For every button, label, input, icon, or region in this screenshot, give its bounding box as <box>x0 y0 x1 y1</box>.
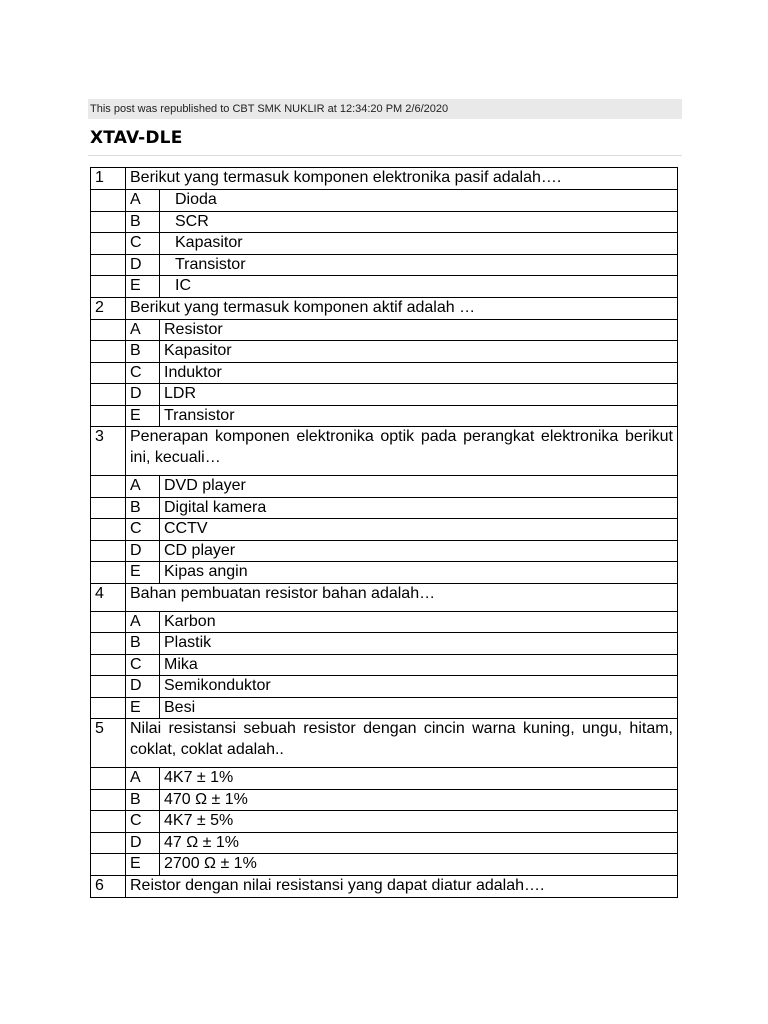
option-text: Karbon <box>160 611 678 633</box>
option-text: 4K7 ± 5% <box>160 811 678 833</box>
option-text: Semikonduktor <box>160 676 678 698</box>
option-letter: D <box>126 676 160 698</box>
option-letter: A <box>126 319 160 341</box>
question-row <box>91 297 678 319</box>
option-letter: A <box>126 768 160 790</box>
option-row <box>91 497 678 519</box>
question-row <box>91 875 678 897</box>
option-row <box>91 276 678 298</box>
option-text: Induktor <box>160 362 678 384</box>
option-letter: B <box>126 211 160 233</box>
option-row <box>91 832 678 854</box>
option-row <box>91 190 678 212</box>
option-row <box>91 789 678 811</box>
option-row <box>91 633 678 655</box>
question-number: 2 <box>91 297 126 319</box>
option-row <box>91 768 678 790</box>
option-row <box>91 811 678 833</box>
question-number: 5 <box>91 719 126 768</box>
question-row <box>91 719 678 768</box>
question-text: Berikut yang termasuk komponen aktif adalah … <box>126 297 678 319</box>
option-row <box>91 676 678 698</box>
title-divider <box>88 155 682 156</box>
option-row <box>91 254 678 276</box>
option-row <box>91 611 678 633</box>
option-text: Kipas angin <box>160 562 678 584</box>
option-row <box>91 405 678 427</box>
option-text: 470 Ω ± 1% <box>160 789 678 811</box>
option-row <box>91 540 678 562</box>
option-text: CCTV <box>160 519 678 541</box>
option-letter: D <box>126 540 160 562</box>
option-text: 2700 Ω ± 1% <box>160 854 678 876</box>
option-row <box>91 362 678 384</box>
option-row <box>91 319 678 341</box>
question-row <box>91 427 678 476</box>
option-text: CD player <box>160 540 678 562</box>
option-letter: E <box>126 562 160 584</box>
page-title: XTAV-DLE <box>90 128 183 148</box>
option-letter: D <box>126 832 160 854</box>
republish-banner: This post was republished to CBT SMK NUKLIR at 12:34:20 PM 2/6/2020 <box>88 99 682 119</box>
option-text: DVD player <box>160 476 678 498</box>
quiz-table <box>90 167 678 898</box>
question-text: Penerapan komponen elektronika optik pada perangkat elektronika berikut ini, kecuali… <box>126 427 678 476</box>
option-text: Kapasitor <box>160 341 678 363</box>
option-text: Transistor <box>160 254 678 276</box>
option-letter: B <box>126 341 160 363</box>
option-letter: D <box>126 254 160 276</box>
question-text: Nilai resistansi sebuah resistor dengan cincin warna kuning, ungu, hitam, coklat, coklat adalah.. <box>126 719 678 768</box>
option-row <box>91 519 678 541</box>
option-letter: E <box>126 854 160 876</box>
option-text: Resistor <box>160 319 678 341</box>
option-text: Dioda <box>160 190 678 212</box>
option-letter: D <box>126 384 160 406</box>
question-number: 4 <box>91 583 126 611</box>
option-text: 47 Ω ± 1% <box>160 832 678 854</box>
option-text: 4K7 ± 1% <box>160 768 678 790</box>
option-row <box>91 384 678 406</box>
option-text: LDR <box>160 384 678 406</box>
option-text: Transistor <box>160 405 678 427</box>
option-letter: A <box>126 476 160 498</box>
option-letter: B <box>126 789 160 811</box>
option-letter: C <box>126 519 160 541</box>
option-letter: A <box>126 611 160 633</box>
option-row <box>91 654 678 676</box>
question-text: Reistor dengan nilai resistansi yang dapat diatur adalah…. <box>126 875 678 897</box>
option-row <box>91 476 678 498</box>
option-letter: C <box>126 362 160 384</box>
option-row <box>91 854 678 876</box>
option-letter: C <box>126 654 160 676</box>
question-text: Bahan pembuatan resistor bahan adalah… <box>126 583 678 611</box>
option-text: Besi <box>160 697 678 719</box>
option-row <box>91 341 678 363</box>
option-letter: C <box>126 811 160 833</box>
option-row <box>91 697 678 719</box>
question-number: 1 <box>91 168 126 190</box>
option-text: SCR <box>160 211 678 233</box>
option-text: Digital kamera <box>160 497 678 519</box>
option-text: Plastik <box>160 633 678 655</box>
option-text: IC <box>160 276 678 298</box>
option-text: Kapasitor <box>160 233 678 255</box>
option-letter: B <box>126 497 160 519</box>
question-number: 3 <box>91 427 126 476</box>
option-letter: C <box>126 233 160 255</box>
option-letter: A <box>126 190 160 212</box>
question-row <box>91 168 678 190</box>
question-number: 6 <box>91 875 126 897</box>
question-row <box>91 583 678 611</box>
option-row <box>91 562 678 584</box>
option-letter: B <box>126 633 160 655</box>
option-row <box>91 211 678 233</box>
option-text: Mika <box>160 654 678 676</box>
question-text: Berikut yang termasuk komponen elektronika pasif adalah…. <box>126 168 678 190</box>
option-letter: E <box>126 276 160 298</box>
option-row <box>91 233 678 255</box>
option-letter: E <box>126 697 160 719</box>
option-letter: E <box>126 405 160 427</box>
